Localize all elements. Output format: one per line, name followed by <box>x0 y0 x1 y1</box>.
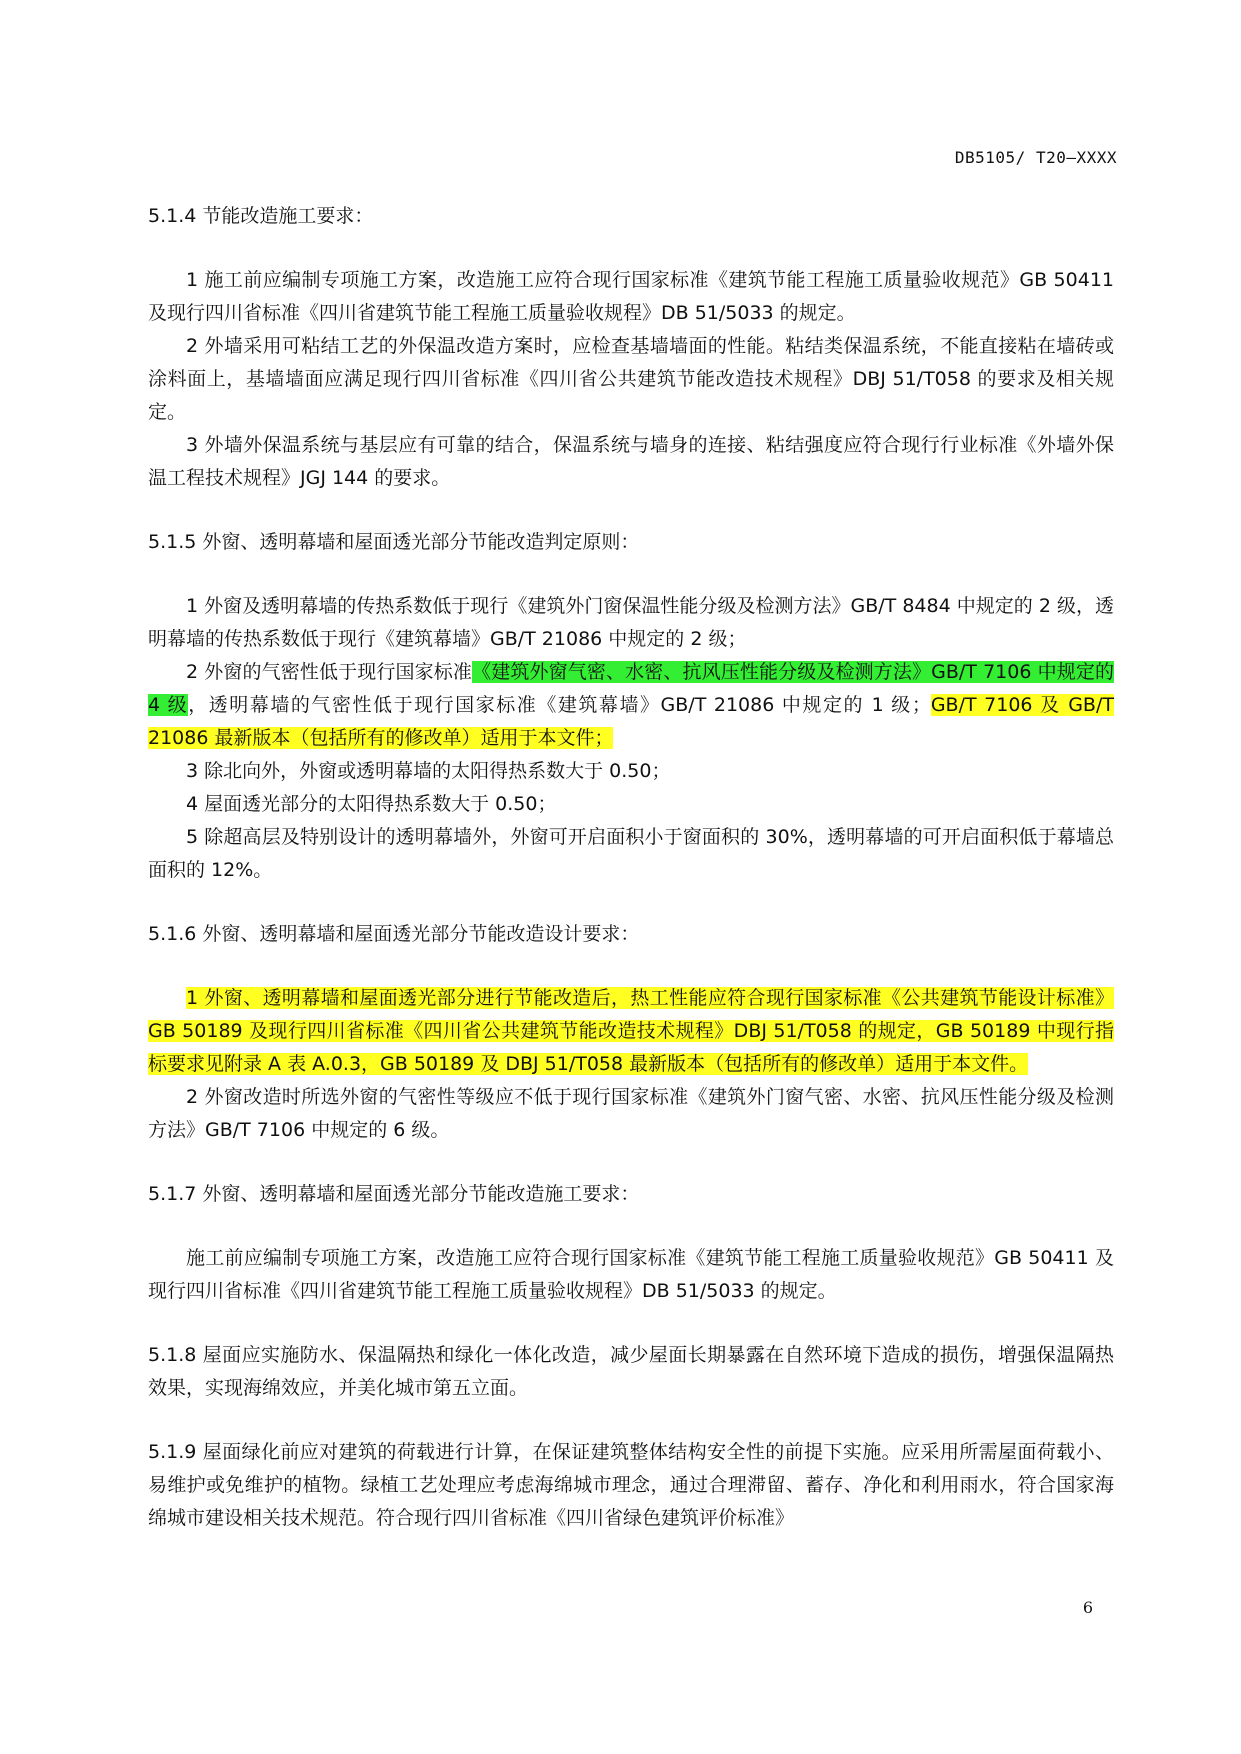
section-title-5-1-6: 5.1.6 外窗、透明幕墙和屋面透光部分节能改造设计要求： <box>148 923 640 945</box>
page-number: 6 <box>1082 1598 1093 1617</box>
document-body <box>148 200 1114 1535</box>
section-title-5-1-4: 5.1.4 节能改造施工要求： <box>148 205 374 227</box>
paragraph-5-1-5-item-2 <box>148 656 1114 755</box>
paragraph-5-1-7: 施工前应编制专项施工方案，改造施工应符合现行国家标准《建筑节能工程施工质量验收规范》GB 50411 及现行四川省标准《四川省建筑节能工程施工质量验收规程》DB 51/5033 的规定。 <box>148 1247 1114 1302</box>
paragraph-5-1-9: 5.1.9 屋面绿化前应对建筑的荷载进行计算，在保证建筑整体结构安全性的前提下实施。应采用所需屋面荷载小、易维护或免维护的植物。绿植工艺处理应考虑海绵城市理念，通过合理滞留、蓄存、净化和利用雨水，符合国家海绵城市建设相关技术规范。符合现行四川省标准《四川省绿色建筑评价标准》 <box>148 1441 1114 1529</box>
paragraph-5-1-8: 5.1.8 屋面应实施防水、保温隔热和绿化一体化改造，减少屋面长期暴露在自然环境下造成的损伤，增强保温隔热效果，实现海绵效应，并美化城市第五立面。 <box>148 1344 1114 1399</box>
paragraph-5-1-5-item-5: 5 除超高层及特别设计的透明幕墙外，外窗可开启面积小于窗面积的 30%，透明幕墙的可开启面积低于幕墙总面积的 12%。 <box>148 826 1114 881</box>
paragraph-5-1-6-item-2: 2 外窗改造时所选外窗的气密性等级应不低于现行国家标准《建筑外门窗气密、水密、抗风压性能分级及检测方法》GB/T 7106 中规定的 6 级。 <box>148 1086 1114 1141</box>
paragraph-5-1-4-item-1: 1 施工前应编制专项施工方案，改造施工应符合现行国家标准《建筑节能工程施工质量验收规范》GB 50411 及现行四川省标准《四川省建筑节能工程施工质量验收规程》DB 51/5033 的规定。 <box>148 269 1114 324</box>
document-code-header: DB5105/ T20—XXXX <box>954 148 1117 167</box>
section-title-5-1-5: 5.1.5 外窗、透明幕墙和屋面透光部分节能改造判定原则： <box>148 531 640 553</box>
paragraph-5-1-4-item-2: 2 外墙采用可粘结工艺的外保温改造方案时，应检查基墙墙面的性能。粘结类保温系统，不能直接粘在墙砖或涂料面上，基墙墙面应满足现行四川省标准《四川省公共建筑节能改造技术规程》DBJ 51/T058 的要求及相关规定。 <box>148 335 1114 423</box>
paragraph-5-1-5-item-1: 1 外窗及透明幕墙的传热系数低于现行《建筑外门窗保温性能分级及检测方法》GB/T 8484 中规定的 2 级，透明幕墙的传热系数低于现行《建筑幕墙》GB/T 21086 中规定的 2 级； <box>148 595 1114 650</box>
text-run: 2 外窗的气密性低于现行国家标准 <box>186 661 473 683</box>
green-highlight: 《建筑外窗气密、水密、抗风压性能分级及检测方法》GB/T 7106 中规定的 4 级 <box>148 661 1114 716</box>
paragraph-5-1-6-item-1 <box>148 982 1114 1081</box>
paragraph-5-1-5-item-3: 3 除北向外，外窗或透明幕墙的太阳得热系数大于 0.50； <box>186 760 671 782</box>
yellow-highlight: GB/T 7106 及 GB/T 21086 最新版本（包括所有的修改单）适用于本文件； <box>148 694 1114 749</box>
yellow-highlight: 1 外窗、透明幕墙和屋面透光部分进行节能改造后，热工性能应符合现行国家标准《公共建筑节能设计标准》GB 50189 及现行四川省标准《四川省公共建筑节能改造技术规程》DBJ 51/T058 的规定，GB 50189 中现行指标要求见附录 A 表 A.0.3，GB 50189 及 DBJ 51/T058 最新版本（包括所有的修改单）适用于本文件。 <box>148 987 1114 1075</box>
paragraph-5-1-4-item-3: 3 外墙外保温系统与基层应有可靠的结合，保温系统与墙身的连接、粘结强度应符合现行行业标准《外墙外保温工程技术规程》JGJ 144 的要求。 <box>148 434 1114 489</box>
text-run: ，透明幕墙的气密性低于现行国家标准《建筑幕墙》GB/T 21086 中规定的 1 级； <box>188 694 931 716</box>
paragraph-5-1-5-item-4: 4 屋面透光部分的太阳得热系数大于 0.50； <box>186 793 557 815</box>
section-title-5-1-7: 5.1.7 外窗、透明幕墙和屋面透光部分节能改造施工要求： <box>148 1183 640 1205</box>
